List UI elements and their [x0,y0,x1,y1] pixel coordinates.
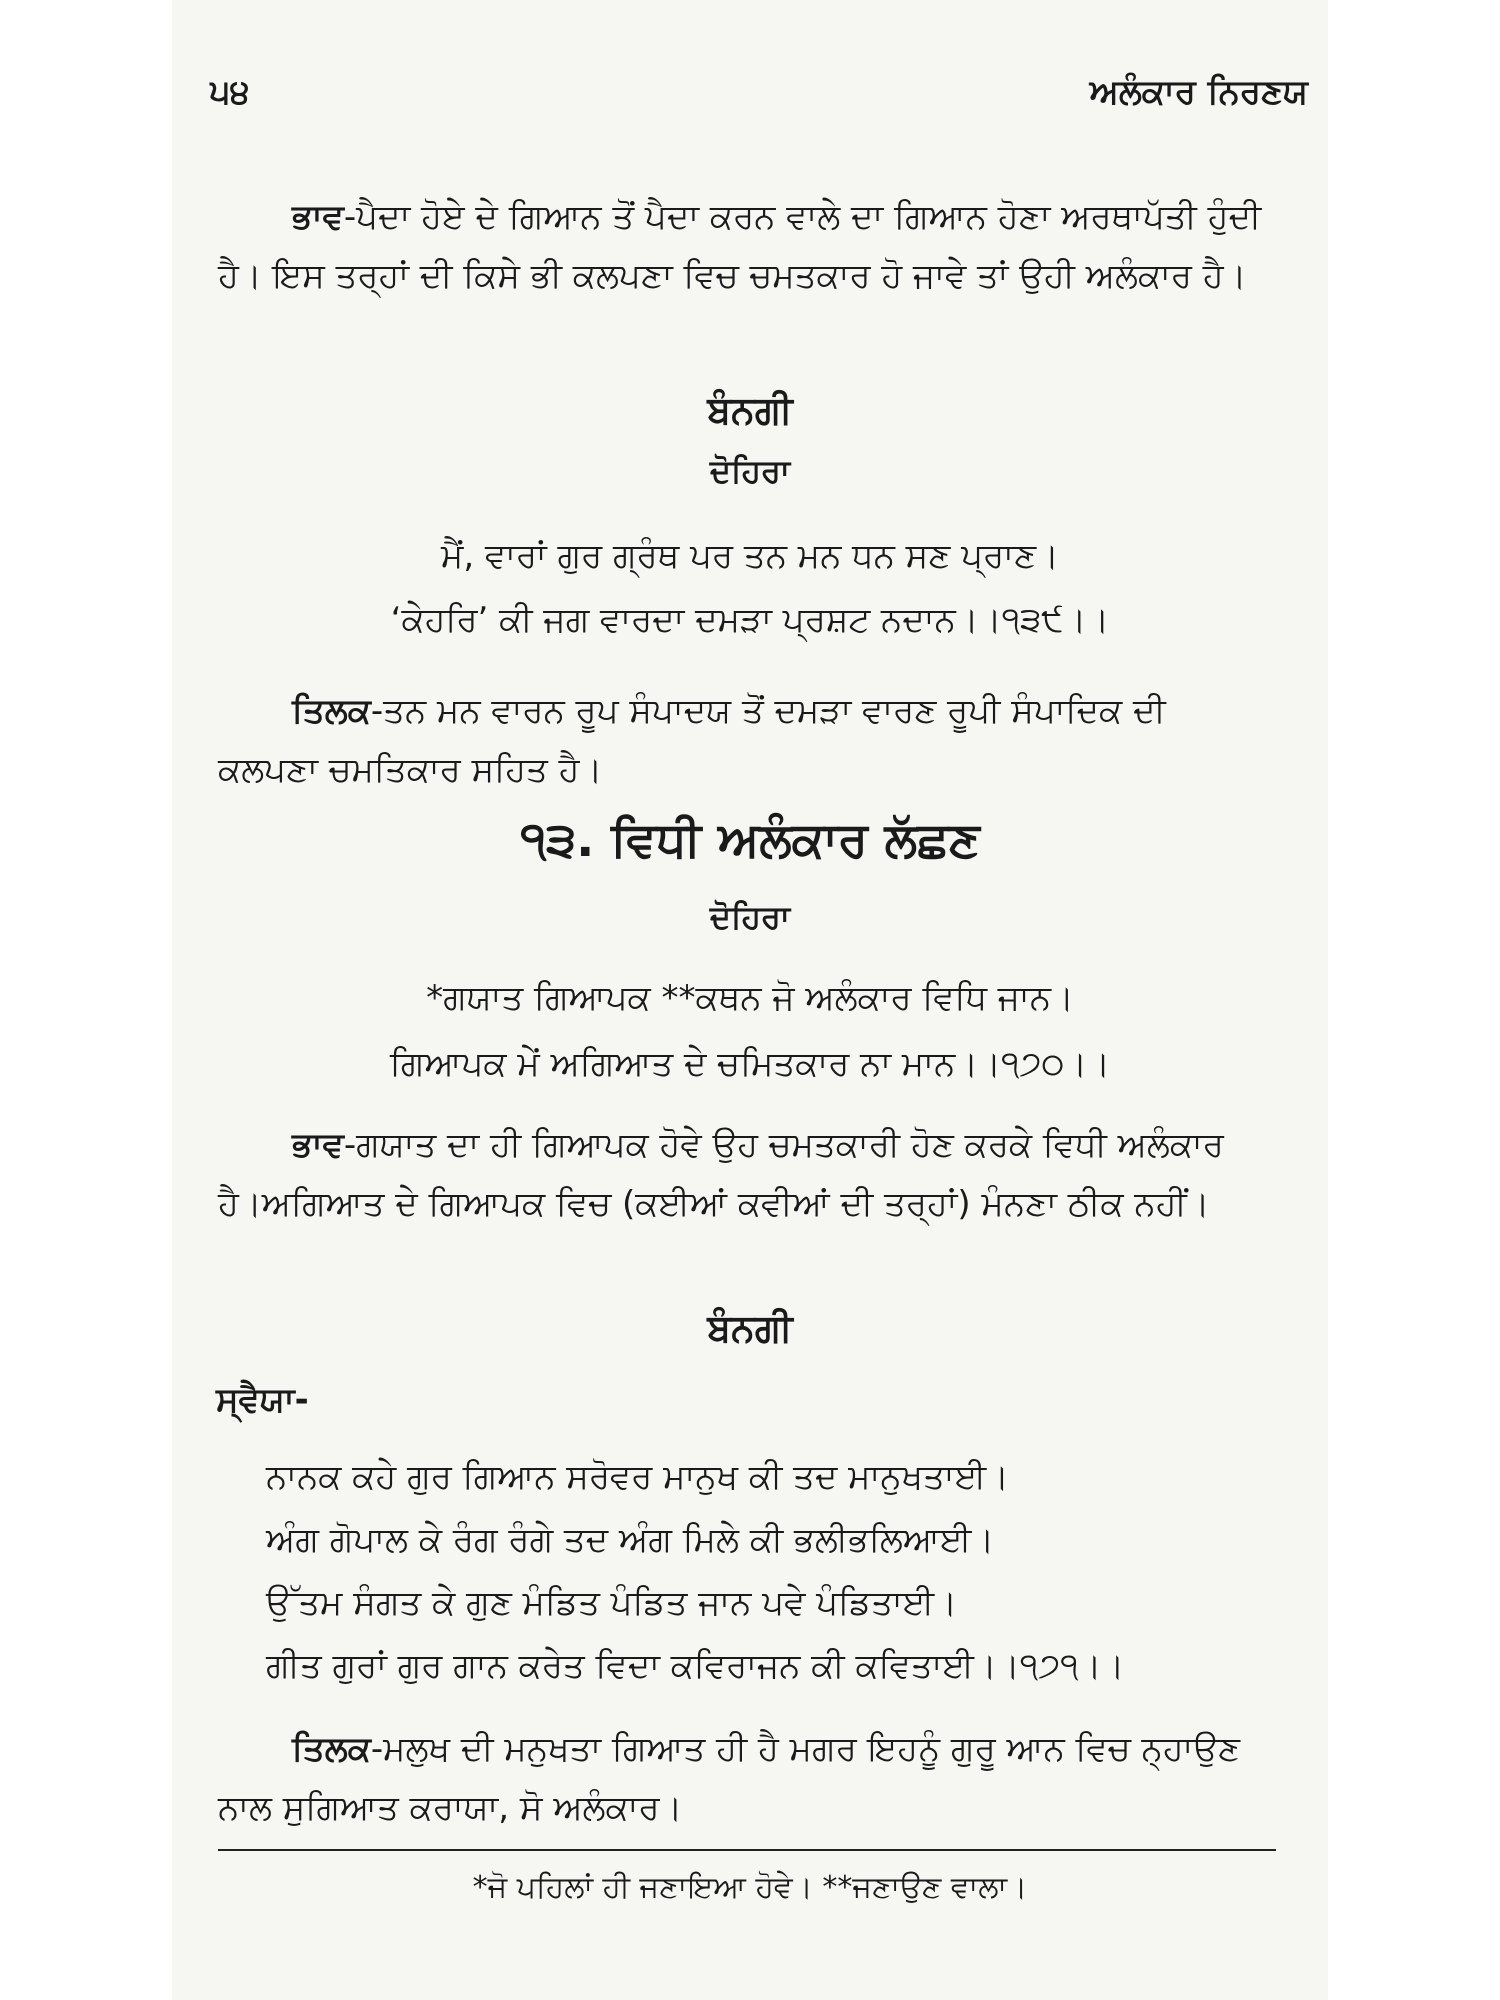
tilak-text: -ਤਨ ਮਨ ਵਾਰਨ ਰੂਪ ਸੰਪਾਦਯ ਤੋਂ ਦਮੜਾ ਵਾਰਣ ਰੂਪੀ ਸੰਪਾਦਿਕ ਦੀ ਕਲਪਣਾ ਚਮਤਿਕਾਰ ਸਹਿਤ ਹੈ। [218,691,1166,790]
verse-1-line-2: ‘ਕੇਹਰਿ’ ਕੀ ਜਗ ਵਾਰਦਾ ਦਮੜਾ ਪ੍ਰਸ਼ਟ ਨਦਾਨ।।੧੩੯।। [390,600,1110,640]
svaiya-verse [266,1446,1124,1698]
tilak-text: -ਮਲੁਖ ਦੀ ਮਨੁਖਤਾ ਗਿਆਤ ਹੀ ਹੈ ਮਗਰ ਇਹਨੂੰ ਗੁਰੂ ਆਨ ਵਿਚ ਨ੍ਹਾਉਣ ਨਾਲ ਸੁਗਿਆਤ ਕਰਾਯਾ, ਸੋ ਅਲੰਕਾਰ। [218,1729,1241,1828]
svaiya-line-3: ਉੱਤਮ ਸੰਗਤ ਕੇ ਗੁਣ ਮੰਡਿਤ ਪੰਡਿਤ ਜਾਨ ਪਵੇ ਪੰਡਿਤਾਈ। [266,1583,958,1623]
paragraph-tilak-2 [218,1720,1276,1838]
svaiya-line-4: ਗੀਤ ਗੁਰਾਂ ਗੁਰ ਗਾਨ ਕਰੇਤ ਵਿਦਾ ਕਵਿਰਾਜਨ ਕੀ ਕਵਿਤਾਈ।।੧੭੧।। [266,1646,1125,1686]
verse-1-line-1: ਮੈਂ, ਵਾਰਾਂ ਗੁਰ ਗ੍ਰੰਥ ਪਰ ਤਨ ਮਨ ਧਨ ਸਣ ਪ੍ਰਾਣ। [440,536,1060,576]
tilak-label: ਤਿਲਕ [292,691,371,731]
bhav-label: ਭਾਵ [292,1125,344,1165]
subheading-dohira-1: ਦੋਹਿਰਾ [709,452,791,490]
section-title: ੧੩. ਵਿਧੀ ਅਲੰਕਾਰ ਲੱਛਣ [520,812,980,868]
footnote-divider [218,1849,1276,1851]
subheading-dohira-2: ਦੋਹਿਰਾ [709,898,791,936]
paragraph-bhav-2 [218,1116,1276,1234]
paragraph-tilak-1 [218,682,1276,800]
footnote: *ਜੋ ਪਹਿਲਾਂ ਹੀ ਜਣਾਇਆ ਹੋਵੇ। **ਜਣਾਉਣ ਵਾਲਾ। [472,1870,1028,1905]
verse-2-line-2: ਗਿਆਪਕ ਮੇਂ ਅਗਿਆਤ ਦੇ ਚਮਿਤਕਾਰ ਨਾ ਮਾਨ।।੧੭੦।। [389,1044,1111,1084]
heading-bangi-1: ਬੰਨਗੀ [707,388,793,432]
verse-2-line-1: *ਗਯਾਤ ਗਿਆਪਕ **ਕਥਨ ਜੋ ਅਲੰਕਾਰ ਵਿਧਿ ਜਾਨ। [426,978,1074,1018]
svaiya-line-2: ਅੰਗ ਗੋਪਾਲ ਕੇ ਰੰਗ ਰੰਗੇ ਤਦ ਅੰਗ ਮਿਲੇ ਕੀ ਭਲੀਭਲਿਆਈ। [266,1520,995,1560]
bhav-text: -ਗਯਾਤ ਦਾ ਹੀ ਗਿਆਪਕ ਹੋਵੇ ਉਹ ਚਮਤਕਾਰੀ ਹੋਣ ਕਰਕੇ ਵਿਧੀ ਅਲੰਕਾਰ ਹੈ।ਅਗਿਆਤ ਦੇ ਗਿਆਪਕ ਵਿਚ (ਕਈਆਂ ਕਵੀਆਂ ਦੀ ਤਰ੍ਹਾਂ) ਮੰਨਣਾ ਠੀਕ ਨਹੀਂ। [218,1125,1224,1224]
tilak-label: ਤਿਲਕ [292,1729,371,1769]
page-number: ੫੪ [210,72,250,112]
running-title: ਅਲੰਕਾਰ ਨਿਰਣਯ [1089,72,1308,112]
svaiya-line-1: ਨਾਨਕ ਕਹੇ ਗੁਰ ਗਿਆਨ ਸਰੋਵਰ ਮਾਨੁਖ ਕੀ ਤਦ ਮਾਨੁਖਤਾਈ। [266,1457,1010,1497]
bhav-text: -ਪੈਦਾ ਹੋਏ ਦੇ ਗਿਆਨ ਤੋਂ ਪੈਦਾ ਕਰਨ ਵਾਲੇ ਦਾ ਗਿਆਨ ਹੋਣਾ ਅਰਥਾਪੱਤੀ ਹੁੰਦੀ ਹੈ। ਇਸ ਤਰ੍ਹਾਂ ਦੀ ਕਿਸੇ ਭੀ ਕਲਪਣਾ ਵਿਚ ਚਮਤਕਾਰ ਹੋ ਜਾਵੇ ਤਾਂ ਉਹੀ ਅਲੰਕਾਰ ਹੈ। [218,197,1262,296]
paragraph-bhav-1 [218,188,1276,306]
svaiya-label: ਸ੍ਵੈਯਾ- [216,1380,309,1420]
heading-bangi-2: ਬੰਨਗੀ [707,1306,793,1350]
bhav-label: ਭਾਵ [292,197,344,237]
